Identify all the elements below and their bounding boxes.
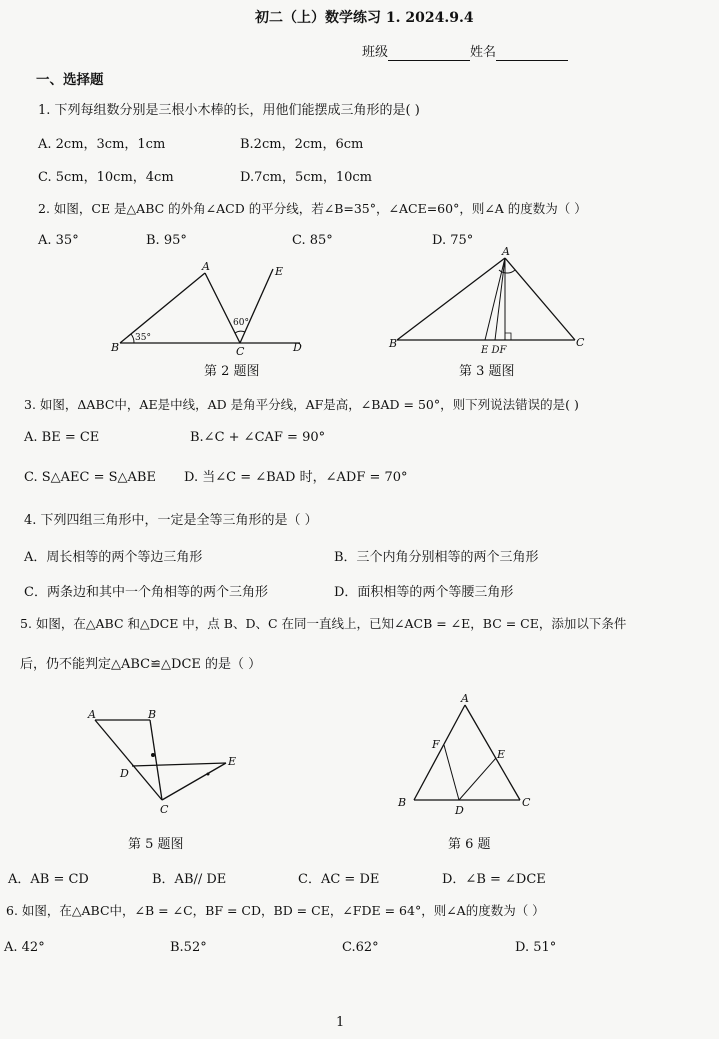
- q4-option-c[interactable]: C．两条边和其中一个角相等的两个三角形: [24, 585, 268, 600]
- fig6-label-a: A: [461, 692, 469, 705]
- q5-option-c[interactable]: C．AC = DE: [298, 872, 380, 887]
- fig6-caption: 第 6 题: [448, 837, 491, 852]
- fig3-right-angle-mark: [505, 333, 511, 340]
- q3-option-c[interactable]: C. S△AEC = S△ABE: [24, 470, 156, 485]
- fig2-label-d: D: [293, 341, 302, 354]
- fig2-angle-c-label: 60°: [233, 318, 249, 328]
- fig6-line-ac: [465, 705, 520, 800]
- fig2-angle-b-label: 35°: [135, 333, 151, 343]
- q1-option-d[interactable]: D.7cm，5cm，10cm: [240, 170, 372, 185]
- fig6-line-fd: [444, 745, 459, 800]
- q2-option-a[interactable]: A. 35°: [38, 233, 79, 248]
- class-blank[interactable]: [388, 60, 470, 61]
- fig6-line-de: [459, 758, 496, 800]
- fig2-line-ac: [205, 273, 240, 343]
- q6-option-a[interactable]: A. 42°: [4, 940, 45, 955]
- fig3-line-ba: [397, 258, 505, 340]
- fig5-label-d: D: [120, 767, 129, 780]
- class-label: 班级: [362, 45, 389, 60]
- fig5-label-b: B: [148, 708, 157, 721]
- q2-option-d[interactable]: D. 75°: [432, 233, 474, 248]
- fig3-caption: 第 3 题图: [459, 364, 515, 379]
- fig5-line-ce: [162, 763, 226, 800]
- q5-option-a[interactable]: A．AB = CD: [8, 872, 89, 887]
- fig2-label-b: B: [111, 341, 120, 354]
- fig2-line-ba: [120, 273, 205, 343]
- q4-stem: 4. 下列四组三角形中，一定是全等三角形的是（ ）: [24, 513, 318, 528]
- fig6-label-c: C: [522, 796, 531, 809]
- q3-stem: 3. 如图，ΔABC中，AE是中线，AD 是角平分线，AF是高，∠BAD = 50°，则下列说法错误的是( ): [24, 397, 579, 412]
- q5-option-d[interactable]: D．∠B = ∠DCE: [442, 872, 546, 887]
- fig5-mark-ce: [207, 773, 210, 776]
- fig6-label-f: F: [432, 738, 440, 751]
- fig2-label-e: E: [275, 265, 284, 278]
- q1-stem: 1. 下列每组数分别是三根小木棒的长，用他们能摆成三角形的是( ): [38, 103, 420, 118]
- fig3-label-edf: E DF: [481, 345, 507, 356]
- fig2-caption: 第 2 题图: [204, 364, 260, 379]
- q1-option-a[interactable]: A. 2cm，3cm，1cm: [38, 137, 166, 152]
- q1-option-b[interactable]: B.2cm，2cm，6cm: [240, 137, 364, 152]
- fig5-label-c: C: [160, 803, 169, 816]
- fig5-label-e: E: [228, 755, 237, 768]
- fig5-mark-bc: [151, 753, 155, 757]
- fig2-label-a: A: [202, 260, 210, 273]
- fig3-line-ac: [505, 258, 575, 340]
- figure-2: [105, 255, 320, 360]
- figure-3: [385, 243, 590, 358]
- q1-option-c[interactable]: C. 5cm，10cm，4cm: [38, 170, 174, 185]
- fig3-label-c: C: [576, 336, 585, 349]
- q2-option-b[interactable]: B. 95°: [146, 233, 187, 248]
- q4-option-b[interactable]: B．三个内角分别相等的两个三角形: [334, 550, 539, 565]
- q3-option-b[interactable]: B.∠C + ∠CAF = 90°: [190, 430, 326, 445]
- fig5-caption: 第 5 题图: [128, 837, 184, 852]
- fig2-label-c: C: [236, 345, 245, 358]
- q6-option-c[interactable]: C.62°: [342, 940, 379, 955]
- q3-option-d[interactable]: D. 当∠C = ∠BAD 时，∠ADF = 70°: [184, 470, 408, 485]
- figure-6: [392, 690, 542, 820]
- q5-stem-line2: 后，仍不能判定△ABC≌△DCE 的是（ ）: [20, 657, 262, 672]
- fig6-label-e: E: [497, 748, 506, 761]
- figure-5: [80, 705, 250, 820]
- q5-option-b[interactable]: B．AB// DE: [152, 872, 227, 887]
- fig6-line-ab: [414, 705, 465, 800]
- fig6-label-b: B: [398, 796, 407, 809]
- page-title: 初二（上）数学练习 1. 2024.9.4: [255, 10, 474, 26]
- fig5-line-de: [132, 763, 226, 766]
- section-heading: 一、选择题: [36, 72, 104, 88]
- q4-option-d[interactable]: D．面积相等的两个等腰三角形: [334, 585, 514, 600]
- q2-stem: 2. 如图，CE 是△ABC 的外角∠ACD 的平分线，若∠B=35°，∠ACE=60°，则∠A 的度数为（ ）: [38, 201, 587, 216]
- q3-option-a[interactable]: A. BE = CE: [24, 430, 100, 445]
- q5-stem-line1: 5. 如图，在△ABC 和△DCE 中，点 B、D、C 在同一直线上，已知∠ACB = ∠E，BC = CE，添加以下条件: [20, 616, 627, 631]
- page-number: 1: [336, 1015, 345, 1030]
- fig3-label-a: A: [502, 245, 510, 258]
- name-blank[interactable]: [496, 60, 568, 61]
- q6-stem: 6. 如图，在△ABC中，∠B = ∠C，BF = CD，BD = CE，∠FDE = 64°，则∠A的度数为（ ）: [6, 903, 545, 918]
- fig6-label-d: D: [455, 804, 464, 817]
- fig2-angle-b-arc: [131, 334, 134, 343]
- q4-option-a[interactable]: A．周长相等的两个等边三角形: [24, 550, 203, 565]
- q2-option-c[interactable]: C. 85°: [292, 233, 333, 248]
- q6-option-b[interactable]: B.52°: [170, 940, 207, 955]
- class-name-line: [362, 45, 568, 61]
- q6-option-d[interactable]: D. 51°: [515, 940, 557, 955]
- fig3-label-b: B: [389, 337, 398, 350]
- fig2-angle-c-arc: [235, 331, 245, 333]
- fig5-label-a: A: [88, 708, 96, 721]
- name-label: 姓名: [470, 45, 497, 60]
